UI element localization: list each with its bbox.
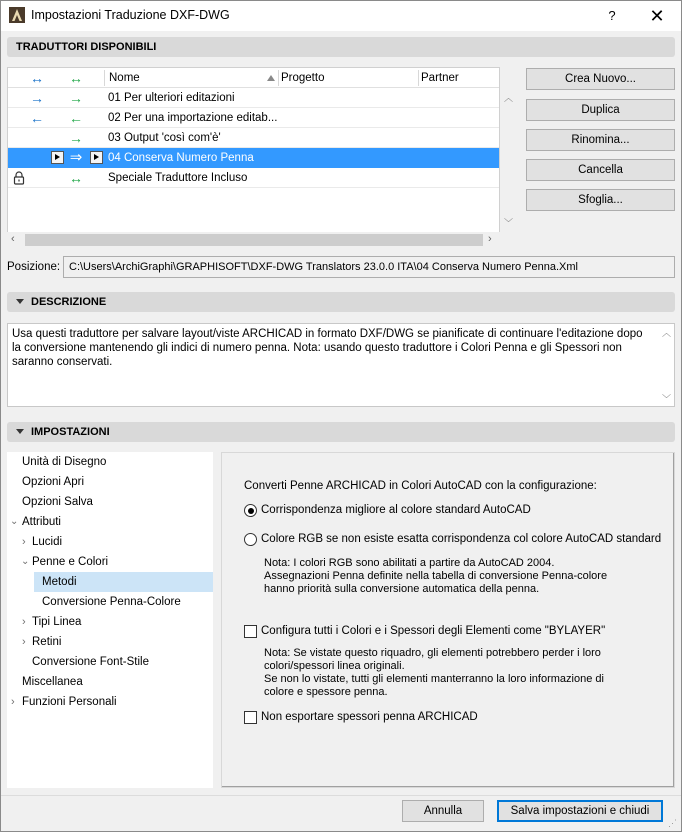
- scrollbar-thumb[interactable]: [25, 234, 483, 246]
- note-rgb-line: hanno priorità sulla conversione automatica della penna.: [264, 583, 540, 595]
- bidirectional-arrow-icon: ↔: [69, 70, 83, 86]
- right-arrow-icon: →: [69, 90, 83, 106]
- lock-icon: [13, 171, 25, 192]
- bidirectional-arrow-icon: ↔: [69, 170, 83, 186]
- save-and-close-button[interactable]: Salva impostazioni e chiudi: [497, 800, 663, 822]
- column-header-partner[interactable]: Partner: [421, 72, 459, 84]
- collapsed-chevron-icon[interactable]: ›: [22, 636, 26, 648]
- collapsed-chevron-icon[interactable]: ›: [11, 696, 15, 708]
- radio-rgb-label[interactable]: Colore RGB se non esiste esatta corrispondenza col colore AutoCAD standard: [261, 533, 662, 545]
- browse-button[interactable]: Sfoglia...: [526, 189, 675, 211]
- checkbox-no-thickness-label[interactable]: Non esportare spessori penna ARCHICAD: [261, 711, 478, 723]
- scroll-down-icon[interactable]: ﹀: [662, 394, 672, 404]
- right-arrow-icon: →: [69, 130, 83, 146]
- radio-rgb[interactable]: [244, 533, 257, 546]
- checkbox-no-thickness[interactable]: [244, 711, 257, 724]
- settings-tree[interactable]: [7, 452, 213, 788]
- description-section-header[interactable]: [7, 292, 675, 312]
- list-horizontal-scrollbar[interactable]: [7, 232, 500, 248]
- cancel-button[interactable]: Annulla: [402, 800, 484, 822]
- checkbox-bylayer[interactable]: [244, 625, 257, 638]
- settings-section-header[interactable]: [7, 422, 675, 442]
- conversion-intro: Converti Penne ARCHICAD in Colori AutoCAD con la configurazione:: [244, 480, 597, 492]
- column-separator: [104, 70, 105, 86]
- collapsed-chevron-icon[interactable]: ›: [22, 616, 26, 628]
- tree-item-pen-color-conversion[interactable]: Conversione Penna-Colore: [42, 596, 181, 608]
- tree-item-save-options[interactable]: Opzioni Salva: [22, 496, 93, 508]
- duplicate-button[interactable]: Duplica: [526, 99, 675, 121]
- settings-header-label: IMPOSTAZIONI: [31, 426, 110, 438]
- tree-item-personal[interactable]: Funzioni Personali: [22, 696, 117, 708]
- expanded-chevron-icon[interactable]: ⌄: [10, 516, 19, 527]
- bidirectional-arrow-icon: ↔: [30, 70, 44, 86]
- scroll-down-icon[interactable]: ﹀: [504, 218, 514, 228]
- list-header-row: [8, 68, 499, 88]
- window-title: Impostazioni Traduzione DXF-DWG: [31, 8, 230, 22]
- radio-best-match-label[interactable]: Corrispondenza migliore al colore standard AutoCAD: [261, 504, 531, 516]
- translator-name: 04 Conserva Numero Penna: [108, 152, 254, 164]
- description-text-area[interactable]: Usa questi traduttore per salvare layout/viste ARCHICAD in formato DXF/DWG se pianificate di continuare l'editazione dopo la conversione mantenendo gli indici di numero penna. Nota: usando questo traduttore i Colori Penna e gli Spessori non saranno conservati.: [7, 323, 675, 407]
- tree-item-fills[interactable]: Retini: [32, 636, 62, 648]
- assign-translator-button[interactable]: [90, 151, 103, 164]
- checkbox-bylayer-label[interactable]: Configura tutti i Colori e i Spessori degli Elementi come "BYLAYER": [261, 625, 606, 637]
- scroll-up-icon[interactable]: ︿: [662, 328, 672, 338]
- translator-name: Speciale Traduttore Incluso: [108, 172, 248, 184]
- tree-item-open-options[interactable]: Opzioni Apri: [22, 476, 85, 488]
- translators-header-label: TRADUTTORI DISPONIBILI: [16, 41, 157, 53]
- note-rgb-line: Nota: I colori RGB sono abilitati a partire da AutoCAD 2004.: [264, 557, 555, 569]
- translator-name: 03 Output 'così com'è': [108, 132, 221, 144]
- close-button[interactable]: ✕: [649, 6, 665, 26]
- sort-ascending-icon: [267, 75, 275, 81]
- column-separator: [278, 70, 279, 86]
- translator-list[interactable]: [7, 67, 500, 248]
- column-header-project[interactable]: Progetto: [281, 72, 325, 84]
- translator-row[interactable]: [8, 88, 499, 108]
- column-header-name[interactable]: Nome: [109, 72, 140, 84]
- scroll-left-icon[interactable]: ‹: [11, 233, 15, 245]
- collapsed-chevron-icon[interactable]: ›: [22, 536, 26, 548]
- tree-item-line-types[interactable]: Tipi Linea: [32, 616, 82, 628]
- right-arrow-icon: →: [30, 90, 44, 106]
- left-arrow-icon: ←: [69, 110, 83, 126]
- position-path-field: C:\Users\ArchiGraphi\GRAPHISOFT\DXF-DWG Translators 23.0.0 ITA\04 Conserva Numero Penna.Xml: [63, 256, 675, 278]
- tree-item-font-style[interactable]: Conversione Font-Stile: [32, 656, 149, 668]
- tree-item-misc[interactable]: Miscellanea: [22, 676, 83, 688]
- translator-row[interactable]: [8, 108, 499, 128]
- tree-item-methods[interactable]: Metodi: [34, 572, 213, 592]
- tree-item-pens-colors[interactable]: Penne e Colori: [32, 556, 109, 568]
- footer-divider: [1, 795, 681, 796]
- translator-row-selected[interactable]: [8, 148, 499, 168]
- tree-item-attributes[interactable]: Attributi: [22, 516, 61, 528]
- translator-name: 01 Per ulteriori editazioni: [108, 92, 235, 104]
- tree-item-units[interactable]: Unità di Disegno: [22, 456, 107, 468]
- resize-grip-icon[interactable]: ⋰: [668, 818, 676, 828]
- new-translator-button[interactable]: Crea Nuovo...: [526, 68, 675, 90]
- collapse-triangle-icon: [16, 429, 24, 434]
- note-rgb-line: Assegnazioni Penna definite nella tabella di conversione Penna-colore: [264, 570, 608, 582]
- note-bylayer-line: Se non lo vistate, tutti gli elementi manterranno la loro informazione di: [264, 673, 604, 685]
- translators-section-header: [7, 37, 675, 57]
- double-right-arrow-icon: ⇒: [69, 149, 83, 166]
- description-header-label: DESCRIZIONE: [31, 296, 107, 308]
- translator-row[interactable]: [8, 168, 499, 188]
- radio-best-match[interactable]: [244, 504, 257, 517]
- note-bylayer-line: Nota: Se vistate questo riquadro, gli elementi potrebbero perder i loro: [264, 647, 601, 659]
- note-bylayer-line: colori/spessori linea originali.: [264, 660, 405, 672]
- settings-panel: [221, 452, 675, 788]
- position-label: Posizione:: [7, 261, 61, 273]
- note-bylayer-line: colore e spessore penna.: [264, 686, 388, 698]
- tree-item-layers[interactable]: Lucidi: [32, 536, 63, 548]
- collapse-triangle-icon: [16, 299, 24, 304]
- scroll-up-icon[interactable]: ︿: [504, 93, 514, 103]
- translator-row[interactable]: [8, 128, 499, 148]
- assign-translator-button[interactable]: [51, 151, 64, 164]
- translator-name: 02 Per una importazione editab...: [108, 112, 278, 124]
- scroll-right-icon[interactable]: ›: [488, 233, 492, 245]
- left-arrow-icon: ←: [30, 110, 44, 126]
- column-separator: [418, 70, 419, 86]
- rename-button[interactable]: Rinomina...: [526, 129, 675, 151]
- expanded-chevron-icon[interactable]: ⌄: [21, 556, 30, 567]
- archicad-app-icon: [9, 7, 25, 23]
- delete-button[interactable]: Cancella: [526, 159, 675, 181]
- description-vertical-scrollbar[interactable]: [658, 324, 674, 406]
- help-button[interactable]: ?: [608, 8, 616, 23]
